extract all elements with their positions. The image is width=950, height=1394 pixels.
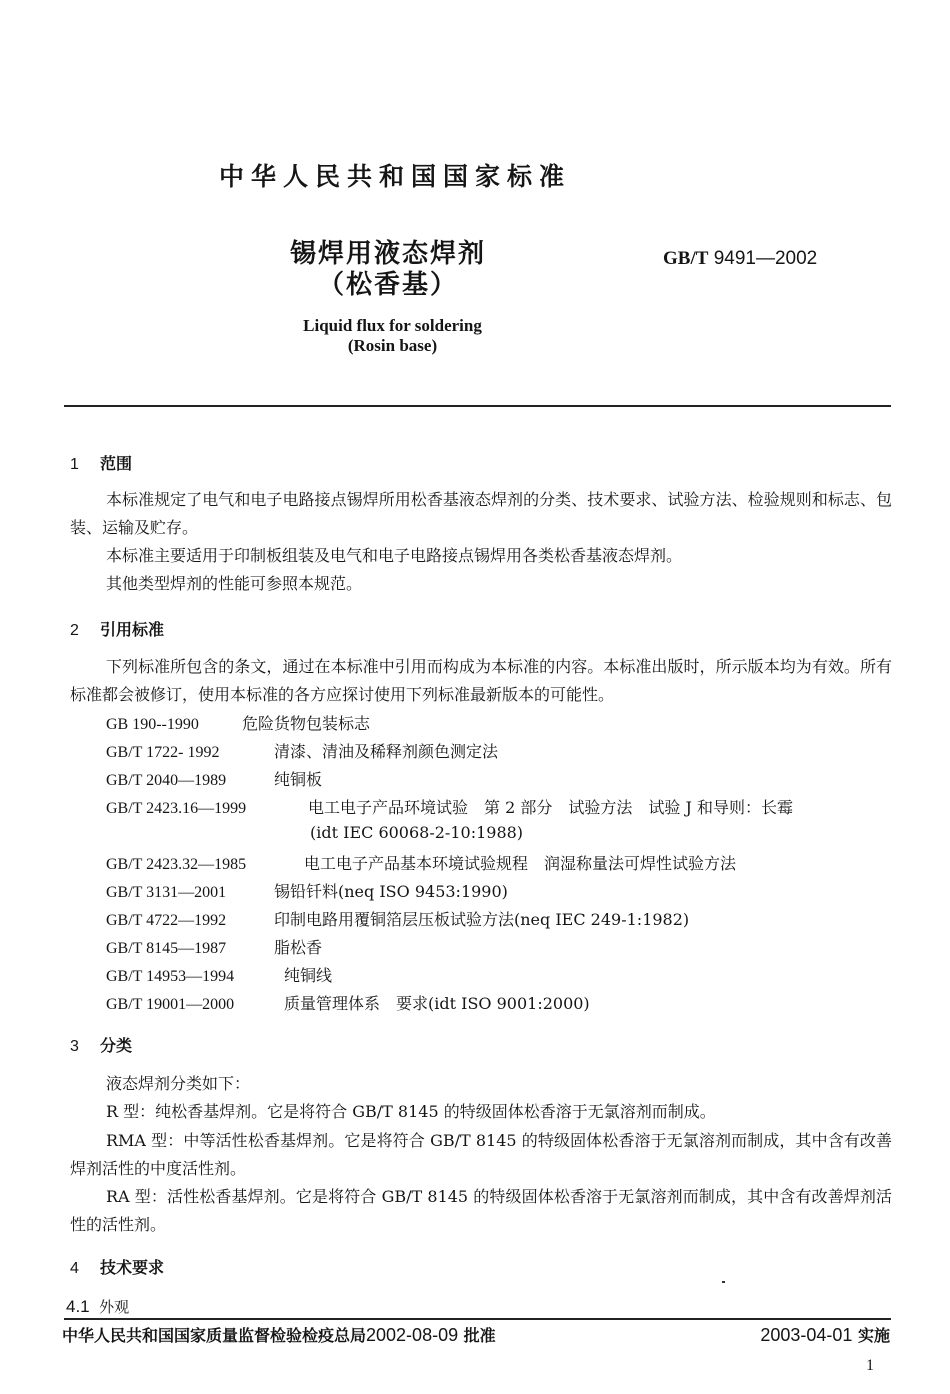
- approving-authority: 中华人民共和国国家质量监督检验检疫总局: [62, 1326, 367, 1345]
- subsection-4-1-heading: [66, 1296, 129, 1317]
- reference-title: 质量管理体系 要求(idt ISO 9001:2000): [284, 994, 590, 1013]
- approval-label: 批准: [463, 1326, 496, 1345]
- reference-item: [106, 711, 370, 734]
- section-number: 3: [70, 1038, 79, 1055]
- section-1-heading: [70, 451, 132, 474]
- english-title-line1: Liquid flux for soldering: [303, 316, 482, 335]
- national-standard-heading: 中华人民共和国国家标准: [218, 162, 571, 191]
- reference-code: GB/T 2423.32—1985: [106, 856, 247, 873]
- reference-code: GB/T 2040—1989: [106, 772, 227, 789]
- scope-paragraph-1: 本标准规定了电气和电子电路接点锡焊所用松香基液态焊剂的分类、技术要求、试验方法、检验规则和标志、包装、运输及贮存。: [70, 490, 892, 537]
- scan-speck: [722, 1281, 725, 1283]
- reference-item: [106, 935, 322, 958]
- normative-references-intro: 下列标准所包含的条文，通过在本标准中引用而构成为本标准的内容。本标准出版时，所示版本均为有效。所有标准都会被修订，使用本标准的各方应探讨使用下列标准最新版本的可能性。: [70, 657, 892, 704]
- reference-title: 电工电子产品环境试验 第 2 部分 试验方法 试验 J 和导则：长霉: [308, 798, 793, 817]
- standard-code: 9491—2002: [713, 248, 818, 269]
- section-title: 引用标准: [100, 620, 165, 639]
- reference-title: 锡铅钎料(neq ISO 9453:1990): [274, 882, 508, 901]
- approval-statement: [62, 1323, 496, 1346]
- reference-continuation: (idt IEC 60068-2-10:1988): [310, 823, 524, 842]
- section-title: 分类: [100, 1036, 133, 1055]
- classification-rma-type: RMA 型：中等活性松香基焊剂。它是将符合 GB/T 8145 的特级固体松香溶于无氯溶剂而制成，其中含有改善焊剂活性的中度活性剂。: [70, 1131, 892, 1178]
- reference-item: [106, 907, 689, 930]
- classification-ra-type: RA 型：活性松香基焊剂。它是将符合 GB/T 8145 的特级固体松香溶于无氯溶剂而制成，其中含有改善焊剂活性的活性剂。: [70, 1187, 892, 1234]
- approval-date: 2002-08-09: [366, 1325, 459, 1345]
- reference-item: [106, 739, 498, 762]
- classification-r-type: R 型：纯松香基焊剂。它是将符合 GB/T 8145 的特级固体松香溶于无氯溶剂而制成。: [106, 1102, 716, 1121]
- section-title: 范围: [100, 454, 133, 473]
- reference-title: 印制电路用覆铜箔层压板试验方法(neq IEC 249-1:1982): [274, 910, 690, 929]
- reference-item: [106, 991, 590, 1014]
- scope-paragraph-2: 本标准主要适用于印制板组装及电气和电子电路接点锡焊用各类松香基液态焊剂。: [106, 546, 683, 565]
- section-title: 技术要求: [100, 1258, 165, 1277]
- reference-code: GB/T 14953—1994: [106, 968, 235, 985]
- reference-item: [106, 767, 322, 790]
- subsection-title: 外观: [99, 1298, 130, 1316]
- section-number: 4: [70, 1260, 79, 1277]
- effective-date: 2003-04-01: [760, 1325, 853, 1345]
- reference-title: 脂松香: [274, 938, 323, 957]
- reference-code: GB/T 19001—2000: [106, 996, 235, 1013]
- reference-code: GB/T 1722- 1992: [106, 744, 220, 761]
- document-title-line2: （松香基）: [317, 270, 458, 300]
- reference-code: GB/T 4722—1992: [106, 912, 227, 929]
- document-title-line1: 锡焊用液态焊剂: [289, 239, 486, 269]
- standard-prefix: GB/T: [663, 248, 709, 269]
- reference-title: 纯铜线: [284, 966, 333, 985]
- section-4-heading: [70, 1255, 164, 1278]
- reference-code: GB/T 2423.16—1999: [106, 800, 247, 817]
- reference-code: GB/T 8145—1987: [106, 940, 227, 957]
- classification-intro: 液态焊剂分类如下：: [106, 1074, 251, 1093]
- reference-code: GB 190--1990: [106, 716, 199, 733]
- subsection-number: 4.1: [66, 1297, 90, 1316]
- scope-paragraph-3: 其他类型焊剂的性能可参照本规范。: [106, 574, 363, 593]
- reference-item: [106, 851, 736, 874]
- effective-statement: [760, 1323, 890, 1346]
- reference-title: 电工电子产品基本环境试验规程 润湿称量法可焊性试验方法: [304, 854, 737, 873]
- english-title-line2: (Rosin base): [347, 336, 438, 355]
- section-number: 2: [70, 622, 79, 639]
- reference-title: 纯铜板: [274, 770, 323, 789]
- section-2-heading: [70, 617, 164, 640]
- footer-rule: [64, 1318, 891, 1320]
- section-number: 1: [70, 456, 79, 473]
- reference-title: 危险货物包装标志: [242, 714, 371, 733]
- page-number: 1: [866, 1357, 874, 1374]
- reference-item: [106, 795, 793, 818]
- reference-code: GB/T 3131—2001: [106, 884, 227, 901]
- header-rule: [64, 405, 891, 407]
- reference-item: [106, 879, 508, 902]
- section-3-heading: [70, 1033, 132, 1056]
- effective-label: 实施: [857, 1326, 890, 1345]
- reference-title: 清漆、清油及稀释剂颜色测定法: [274, 742, 499, 761]
- reference-item: [106, 963, 332, 986]
- standard-number: [663, 248, 817, 270]
